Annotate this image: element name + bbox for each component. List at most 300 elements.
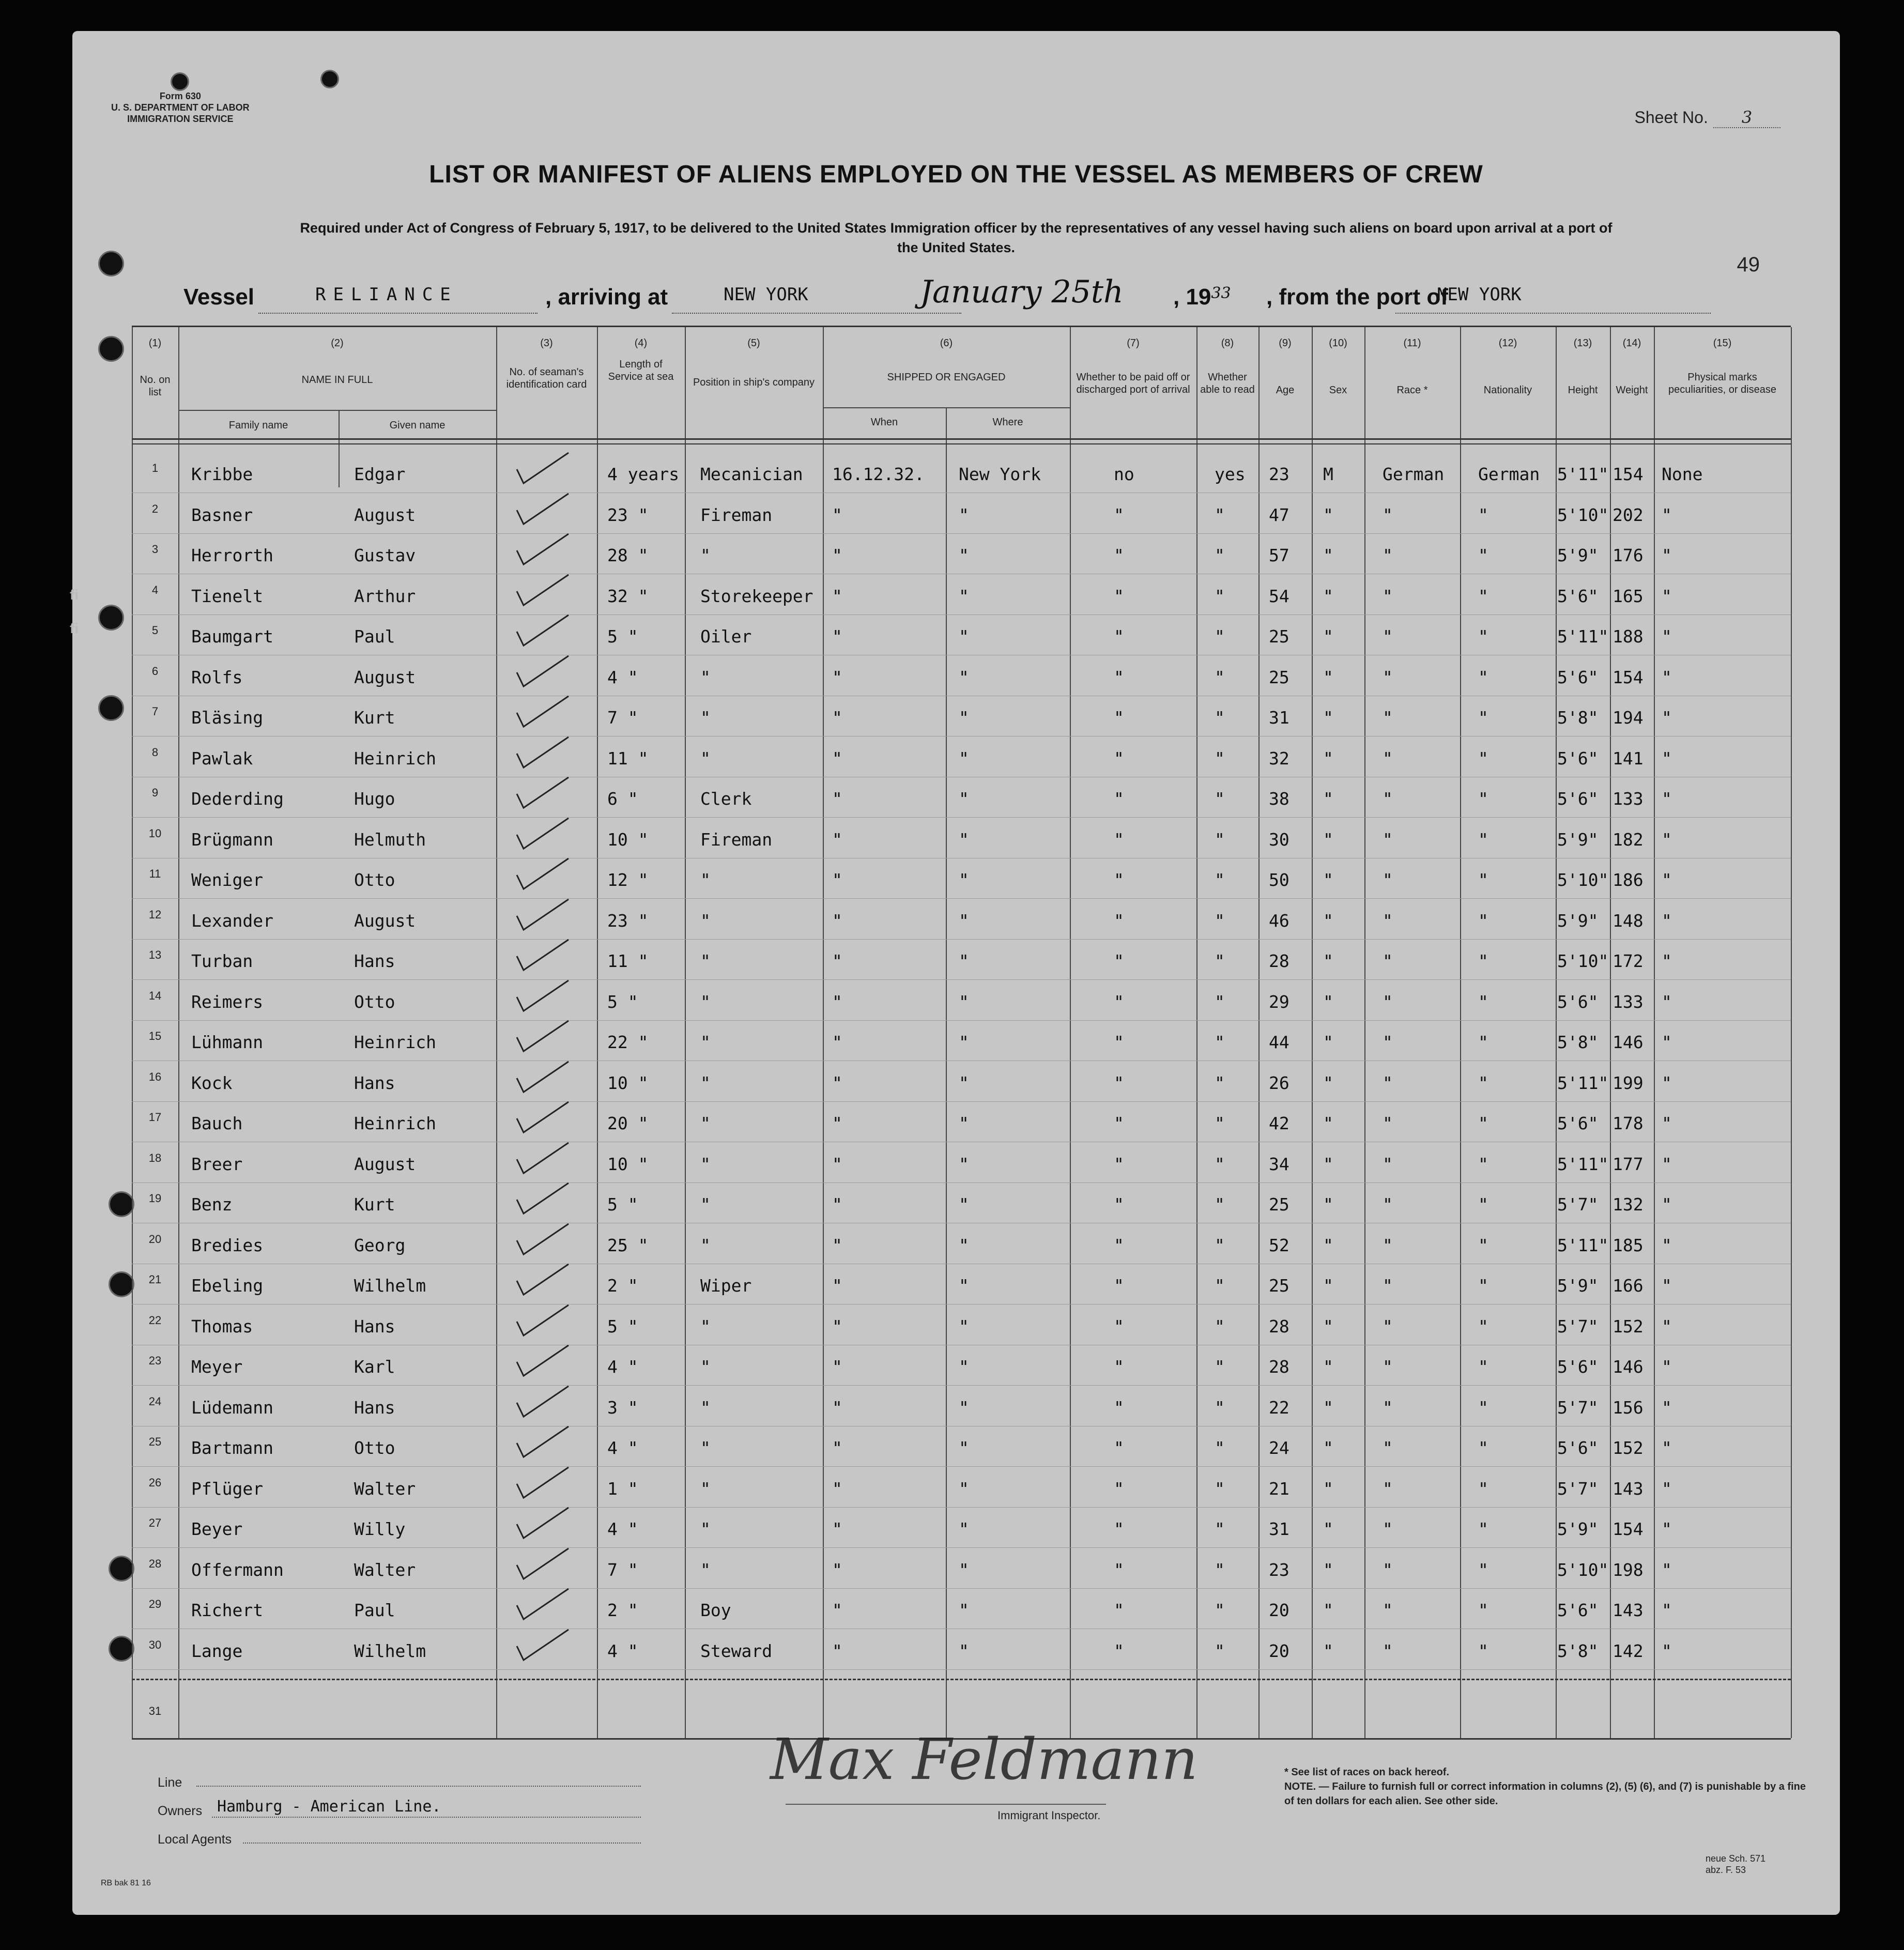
cell-race: " bbox=[1383, 829, 1393, 850]
cell-height: 5'10" bbox=[1557, 870, 1609, 890]
print-code: RB bak 81 16 bbox=[101, 1879, 151, 1887]
cell-marks: " bbox=[1662, 1316, 1672, 1337]
col-physical-marks: Physical marks peculiarities, or disease bbox=[1668, 372, 1776, 395]
cell-weight: 152 bbox=[1613, 1316, 1644, 1337]
cell-given: Paul bbox=[354, 626, 395, 647]
cell-weight: 154 bbox=[1613, 1519, 1644, 1539]
cell-sex: " bbox=[1323, 991, 1333, 1012]
cell-race: " bbox=[1383, 586, 1393, 606]
cell-given: August bbox=[354, 667, 416, 687]
cell-marks: " bbox=[1662, 910, 1672, 931]
checkmark-icon bbox=[514, 613, 556, 644]
cell-nat: German bbox=[1478, 464, 1540, 484]
cell-read: " bbox=[1215, 1032, 1225, 1052]
cell-age: 25 bbox=[1269, 667, 1289, 687]
cell-n: 25 bbox=[148, 1435, 162, 1448]
cell-where: " bbox=[959, 1194, 969, 1215]
cell-given: Hans bbox=[354, 1397, 395, 1418]
cell-service: 6 " bbox=[607, 789, 638, 809]
cell-family: Herrorth bbox=[191, 545, 273, 565]
cell-sex: " bbox=[1323, 789, 1333, 809]
cell-service: 4 " bbox=[607, 1438, 638, 1458]
col-race: Race * bbox=[1396, 385, 1428, 396]
subheader-when: When bbox=[870, 417, 898, 428]
vessel-label: Vessel bbox=[183, 284, 255, 310]
cell-paid: " bbox=[1114, 1559, 1124, 1580]
punch-hole bbox=[109, 1271, 134, 1297]
cell-sex: " bbox=[1323, 1559, 1333, 1580]
margin-mark: fi bbox=[70, 620, 79, 636]
cell-read: " bbox=[1215, 870, 1225, 890]
cell-service: 11 " bbox=[607, 748, 649, 769]
cell-given: Otto bbox=[354, 870, 395, 890]
row-rule bbox=[132, 1547, 1791, 1548]
cell-position: Fireman bbox=[700, 504, 773, 525]
checkmark-icon bbox=[514, 532, 556, 563]
cell-age: 57 bbox=[1269, 545, 1289, 565]
cell-weight: 178 bbox=[1613, 1113, 1644, 1133]
cell-race: " bbox=[1383, 1316, 1393, 1337]
checkmark-icon bbox=[514, 898, 556, 929]
cell-race: " bbox=[1383, 1194, 1393, 1215]
cell-nat: " bbox=[1478, 748, 1488, 769]
cell-sex: " bbox=[1323, 1640, 1333, 1661]
cell-marks: None bbox=[1662, 464, 1703, 484]
service-name: IMMIGRATION SERVICE bbox=[127, 114, 234, 124]
cell-read: " bbox=[1215, 626, 1225, 647]
cell-sex: " bbox=[1323, 1357, 1333, 1377]
row-rule bbox=[132, 898, 1791, 899]
cell-sex: " bbox=[1323, 910, 1333, 931]
cell-n: 23 bbox=[148, 1354, 162, 1367]
checkmark-icon bbox=[514, 1466, 556, 1497]
cell-read: " bbox=[1215, 951, 1225, 971]
cell-given: Willy bbox=[354, 1519, 406, 1539]
cell-marks: " bbox=[1662, 1438, 1672, 1458]
cell-height: 5'10" bbox=[1557, 504, 1609, 525]
checkmark-icon bbox=[514, 1628, 556, 1659]
row-rule bbox=[132, 533, 1791, 534]
col-4-num: (4) bbox=[634, 337, 648, 349]
cell-when: " bbox=[832, 951, 842, 971]
checkmark-icon bbox=[514, 1425, 556, 1456]
col-5-num: (5) bbox=[747, 337, 760, 349]
cell-where: " bbox=[959, 586, 969, 606]
punch-hole bbox=[98, 251, 124, 277]
cell-position: " bbox=[700, 870, 711, 890]
cell-race: " bbox=[1383, 1600, 1393, 1620]
cell-service: 23 " bbox=[607, 504, 649, 525]
checkmark-icon bbox=[514, 1263, 556, 1294]
cell-age: 46 bbox=[1269, 910, 1289, 931]
cell-where: " bbox=[959, 1113, 969, 1133]
cell-family: Pawlak bbox=[191, 748, 253, 769]
cell-where: " bbox=[959, 708, 969, 728]
cell-sex: " bbox=[1323, 1519, 1333, 1539]
cell-age: 22 bbox=[1269, 1397, 1289, 1418]
cell-weight: 165 bbox=[1613, 586, 1644, 606]
cell-age: 38 bbox=[1269, 789, 1289, 809]
cell-where: " bbox=[959, 951, 969, 971]
cell-family: Baumgart bbox=[191, 626, 273, 647]
cell-where: " bbox=[959, 1032, 969, 1052]
cell-race: " bbox=[1383, 1072, 1393, 1093]
cell-age: 28 bbox=[1269, 1357, 1289, 1377]
checkmark-icon bbox=[514, 938, 556, 969]
cell-nat: " bbox=[1478, 504, 1488, 525]
cell-position: " bbox=[700, 910, 711, 931]
cell-given: Gustav bbox=[354, 545, 416, 565]
cell-family: Lüdemann bbox=[191, 1397, 273, 1418]
cell-nat: " bbox=[1478, 1276, 1488, 1296]
cell-n: 2 bbox=[151, 502, 159, 515]
cell-nat: " bbox=[1478, 1559, 1488, 1580]
cell-when: " bbox=[832, 1276, 842, 1296]
cell-age: 47 bbox=[1269, 504, 1289, 525]
cell-height: 5'9" bbox=[1557, 829, 1599, 850]
cell-position: " bbox=[700, 1113, 711, 1133]
sheet-label: Sheet No. bbox=[1634, 108, 1708, 127]
cell-marks: " bbox=[1662, 1640, 1672, 1661]
cell-weight: 146 bbox=[1613, 1357, 1644, 1377]
owners-value: Hamburg - American Line. bbox=[217, 1798, 441, 1816]
punch-hole bbox=[98, 695, 124, 721]
cell-family: Bauch bbox=[191, 1113, 243, 1133]
cell-family: Kribbe bbox=[191, 464, 253, 484]
cell-age: 23 bbox=[1269, 464, 1289, 484]
cell-read: " bbox=[1215, 1357, 1225, 1377]
cell-weight: 199 bbox=[1613, 1072, 1644, 1093]
cell-family: Breer bbox=[191, 1154, 243, 1174]
col-13-num: (13) bbox=[1573, 337, 1592, 349]
cell-n: 12 bbox=[148, 908, 162, 921]
row-rule bbox=[132, 1466, 1791, 1467]
cell-read: " bbox=[1215, 1113, 1225, 1133]
cell-weight: 194 bbox=[1613, 708, 1644, 728]
cell-where: New York bbox=[959, 464, 1041, 484]
cell-paid: " bbox=[1114, 1113, 1124, 1133]
cell-paid: " bbox=[1114, 1316, 1124, 1337]
sheet-value: 3 bbox=[1713, 108, 1780, 128]
cell-age: 44 bbox=[1269, 1032, 1289, 1052]
cell-weight: 142 bbox=[1613, 1640, 1644, 1661]
arriving-port: NEW YORK bbox=[724, 284, 808, 305]
cell-read: " bbox=[1215, 1276, 1225, 1296]
cell-given: Edgar bbox=[354, 464, 406, 484]
stamp bbox=[1706, 1853, 1765, 1876]
col-name-in-full: NAME IN FULL bbox=[301, 374, 373, 386]
cell-height: 5'11" bbox=[1557, 1235, 1609, 1255]
cell-service: 4 " bbox=[607, 667, 638, 687]
cell-paid: " bbox=[1114, 1438, 1124, 1458]
cell-height: 5'11" bbox=[1557, 626, 1609, 647]
cell-height: 5'9" bbox=[1557, 545, 1599, 565]
checkmark-icon bbox=[514, 979, 556, 1010]
cell-family: Kock bbox=[191, 1072, 233, 1093]
cell-height: 5'6" bbox=[1557, 667, 1599, 687]
punch-hole bbox=[109, 1636, 134, 1662]
col-7-num: (7) bbox=[1127, 337, 1140, 349]
col-14-num: (14) bbox=[1622, 337, 1641, 349]
cell-read: " bbox=[1215, 545, 1225, 565]
row-rule bbox=[132, 1669, 1791, 1670]
cell-height: 5'8" bbox=[1557, 1640, 1599, 1661]
checkmark-icon bbox=[514, 1019, 556, 1050]
cell-family: Pflüger bbox=[191, 1478, 264, 1499]
cell-given: Heinrich bbox=[354, 1032, 436, 1052]
cell-height: 5'9" bbox=[1557, 1519, 1599, 1539]
cell-age: 29 bbox=[1269, 991, 1289, 1012]
checkmark-icon bbox=[514, 1222, 556, 1253]
row-rule bbox=[132, 1385, 1791, 1386]
cell-marks: " bbox=[1662, 951, 1672, 971]
cell-weight: 156 bbox=[1613, 1397, 1644, 1418]
cell-age: 25 bbox=[1269, 1194, 1289, 1215]
cell-paid: " bbox=[1114, 1600, 1124, 1620]
cell-marks: " bbox=[1662, 1113, 1672, 1133]
cell-height: 5'9" bbox=[1557, 1276, 1599, 1296]
cell-family: Benz bbox=[191, 1194, 233, 1215]
cell-given: Helmuth bbox=[354, 829, 426, 850]
cell-height: 5'11" bbox=[1557, 464, 1609, 484]
cell-family: Bläsing bbox=[191, 708, 264, 728]
cell-n: 22 bbox=[148, 1313, 162, 1327]
cell-where: " bbox=[959, 504, 969, 525]
cell-marks: " bbox=[1662, 708, 1672, 728]
col-1-num: (1) bbox=[148, 337, 162, 349]
col-shipped-or-engaged: SHIPPED OR ENGAGED bbox=[887, 372, 1006, 383]
crew-table bbox=[132, 326, 1791, 1740]
cell-paid: " bbox=[1114, 586, 1124, 606]
cell-given: August bbox=[354, 910, 416, 931]
cell-where: " bbox=[959, 1235, 969, 1255]
cell-sex: " bbox=[1323, 951, 1333, 971]
cell-race: " bbox=[1383, 667, 1393, 687]
cell-marks: " bbox=[1662, 1478, 1672, 1499]
cell-sex: " bbox=[1323, 1032, 1333, 1052]
subheader-where: Where bbox=[992, 417, 1023, 428]
cell-nat: " bbox=[1478, 1072, 1488, 1093]
cell-marks: " bbox=[1662, 870, 1672, 890]
cell-n: 5 bbox=[151, 624, 159, 637]
cell-race: " bbox=[1383, 910, 1393, 931]
checkmark-icon bbox=[514, 654, 556, 685]
col-11-num: (11) bbox=[1403, 337, 1421, 349]
cell-marks: " bbox=[1662, 1194, 1672, 1215]
year-field: , $19^{33}$ bbox=[1173, 284, 1231, 310]
cell-family: Lexander bbox=[191, 910, 273, 931]
cell-nat: " bbox=[1478, 1316, 1488, 1337]
vessel-name: RELIANCE bbox=[315, 284, 458, 305]
cell-when: " bbox=[832, 829, 842, 850]
cell-paid: " bbox=[1114, 708, 1124, 728]
cell-position: Clerk bbox=[700, 789, 752, 809]
cell-where: " bbox=[959, 748, 969, 769]
cell-when: " bbox=[832, 1113, 842, 1133]
cell-where: " bbox=[959, 1559, 969, 1580]
cell-position: Boy bbox=[700, 1600, 731, 1620]
col-8-num: (8) bbox=[1221, 337, 1234, 349]
cell-service: 28 " bbox=[607, 545, 649, 565]
cell-where: " bbox=[959, 1600, 969, 1620]
cell-height: 5'6" bbox=[1557, 1438, 1599, 1458]
col-6-num: (6) bbox=[940, 337, 953, 349]
cell-weight: 202 bbox=[1613, 504, 1644, 525]
cell-service: 2 " bbox=[607, 1276, 638, 1296]
cell-read: " bbox=[1215, 748, 1225, 769]
cell-family: Weniger bbox=[191, 870, 264, 890]
cell-sex: " bbox=[1323, 870, 1333, 890]
cell-marks: " bbox=[1662, 789, 1672, 809]
cell-when: " bbox=[832, 1235, 842, 1255]
cell-read: " bbox=[1215, 1397, 1225, 1418]
cell-position: Oiler bbox=[700, 626, 752, 647]
cell-nat: " bbox=[1478, 545, 1488, 565]
punch-hole bbox=[98, 336, 124, 362]
cell-paid: " bbox=[1114, 1357, 1124, 1377]
cell-height: 5'6" bbox=[1557, 991, 1599, 1012]
cell-height: 5'7" bbox=[1557, 1397, 1599, 1418]
cell-when: " bbox=[832, 708, 842, 728]
cell-family: Dederding bbox=[191, 789, 284, 809]
col-2-num: (2) bbox=[331, 337, 344, 349]
cell-race: " bbox=[1383, 1478, 1393, 1499]
cell-read: " bbox=[1215, 789, 1225, 809]
cell-where: " bbox=[959, 1154, 969, 1174]
cell-race: " bbox=[1383, 1113, 1393, 1133]
cell-paid: " bbox=[1114, 1154, 1124, 1174]
cell-position: " bbox=[700, 1357, 711, 1377]
cell-weight: 143 bbox=[1613, 1478, 1644, 1499]
year-suffix: 33 bbox=[1211, 284, 1231, 302]
checkmark-icon bbox=[514, 1100, 556, 1131]
cell-when: " bbox=[832, 1559, 842, 1580]
cell-height: 5'10" bbox=[1557, 1559, 1609, 1580]
cell-marks: " bbox=[1662, 748, 1672, 769]
arriving-underline bbox=[672, 313, 961, 314]
manifest-sheet bbox=[72, 31, 1840, 1915]
cell-read: " bbox=[1215, 1640, 1225, 1661]
cell-family: Ebeling bbox=[191, 1276, 264, 1296]
cell-height: 5'7" bbox=[1557, 1316, 1599, 1337]
punch-hole bbox=[320, 70, 339, 88]
last-row-number: 31 bbox=[148, 1705, 162, 1717]
signature-line bbox=[786, 1804, 1106, 1805]
cell-marks: " bbox=[1662, 1397, 1672, 1418]
cell-position: " bbox=[700, 1438, 711, 1458]
cell-where: " bbox=[959, 1357, 969, 1377]
cell-given: Arthur bbox=[354, 586, 416, 606]
cell-paid: " bbox=[1114, 626, 1124, 647]
cell-n: 14 bbox=[148, 989, 162, 1002]
cell-nat: " bbox=[1478, 1478, 1488, 1499]
cell-service: 4 " bbox=[607, 1640, 638, 1661]
cell-where: " bbox=[959, 1640, 969, 1661]
cell-paid: no bbox=[1114, 464, 1134, 484]
margin-mark: fi bbox=[70, 587, 79, 603]
cell-nat: " bbox=[1478, 626, 1488, 647]
cell-marks: " bbox=[1662, 1235, 1672, 1255]
cell-age: 28 bbox=[1269, 1316, 1289, 1337]
cell-race: " bbox=[1383, 991, 1393, 1012]
form-code bbox=[111, 90, 250, 125]
cell-when: " bbox=[832, 1194, 842, 1215]
cell-weight: 133 bbox=[1613, 991, 1644, 1012]
cell-nat: " bbox=[1478, 667, 1488, 687]
cell-weight: 198 bbox=[1613, 1559, 1644, 1580]
row-rule bbox=[132, 979, 1791, 980]
cell-height: 5'6" bbox=[1557, 1113, 1599, 1133]
from-underline bbox=[1395, 313, 1711, 314]
subheader-given-name: Given name bbox=[389, 420, 446, 431]
col-position: Position in ship's company bbox=[693, 377, 815, 388]
col-weight: Weight bbox=[1616, 385, 1648, 396]
cell-given: August bbox=[354, 1154, 416, 1174]
cell-service: 20 " bbox=[607, 1113, 649, 1133]
vessel-underline bbox=[258, 313, 538, 314]
cell-given: Hans bbox=[354, 1072, 395, 1093]
col-12-num: (12) bbox=[1498, 337, 1517, 349]
cell-age: 50 bbox=[1269, 870, 1289, 890]
cell-position: " bbox=[700, 1316, 711, 1337]
cell-age: 52 bbox=[1269, 1235, 1289, 1255]
checkmark-icon bbox=[514, 695, 556, 726]
col-id-card: No. of seaman's identification card bbox=[506, 366, 587, 390]
cell-n: 3 bbox=[151, 543, 159, 556]
cell-weight: 133 bbox=[1613, 789, 1644, 809]
cell-when: " bbox=[832, 910, 842, 931]
cell-paid: " bbox=[1114, 1478, 1124, 1499]
cell-n: 19 bbox=[148, 1192, 162, 1205]
cell-where: " bbox=[959, 789, 969, 809]
checkmark-icon bbox=[514, 451, 556, 482]
cell-race: " bbox=[1383, 789, 1393, 809]
punch-hole bbox=[109, 1556, 134, 1582]
cell-nat: " bbox=[1478, 829, 1488, 850]
cell-n: 6 bbox=[151, 664, 159, 678]
cell-when: " bbox=[832, 789, 842, 809]
cell-where: " bbox=[959, 1438, 969, 1458]
cell-family: Lange bbox=[191, 1640, 243, 1661]
checkmark-icon bbox=[514, 1587, 556, 1618]
cell-where: " bbox=[959, 991, 969, 1012]
cell-service: 22 " bbox=[607, 1032, 649, 1052]
cell-position: Wiper bbox=[700, 1276, 752, 1296]
cell-family: Bredies bbox=[191, 1235, 264, 1255]
cell-n: 24 bbox=[148, 1394, 162, 1408]
cell-when: " bbox=[832, 1357, 842, 1377]
cell-weight: 166 bbox=[1613, 1276, 1644, 1296]
cell-where: " bbox=[959, 910, 969, 931]
line-field bbox=[196, 1786, 641, 1787]
cell-height: 5'6" bbox=[1557, 1357, 1599, 1377]
cell-weight: 152 bbox=[1613, 1438, 1644, 1458]
cell-age: 25 bbox=[1269, 626, 1289, 647]
cell-position: Storekeeper bbox=[700, 586, 813, 606]
cell-sex: " bbox=[1323, 1276, 1333, 1296]
checkmark-icon bbox=[514, 1344, 556, 1375]
col-paid-off: Whether to be paid off or discharged port of arrival bbox=[1076, 372, 1190, 395]
cell-service: 7 " bbox=[607, 708, 638, 728]
cell-paid: " bbox=[1114, 748, 1124, 769]
cell-when: " bbox=[832, 504, 842, 525]
cell-read: " bbox=[1215, 1194, 1225, 1215]
cell-marks: " bbox=[1662, 1276, 1672, 1296]
cell-weight: 176 bbox=[1613, 545, 1644, 565]
cell-when: " bbox=[832, 870, 842, 890]
cell-when: " bbox=[832, 1640, 842, 1661]
cell-read: " bbox=[1215, 1316, 1225, 1337]
